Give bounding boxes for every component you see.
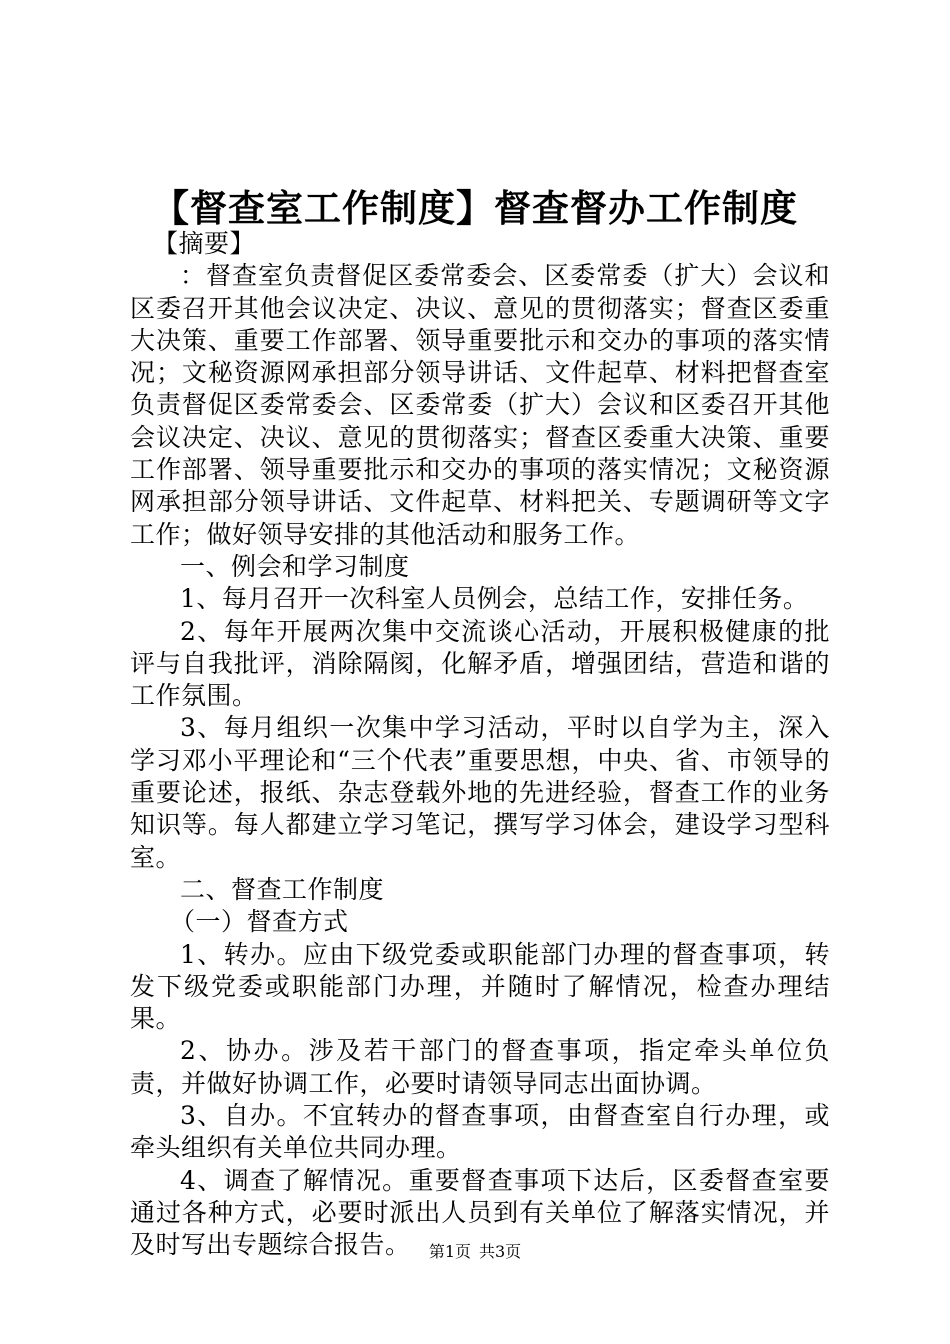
paragraph-method-3-self-handle: 3、自办。不宜转办的督查事项，由督查室自行办理，或牵头组织有关单位共同办理。: [130, 1101, 830, 1163]
page-footer: [0, 1240, 950, 1264]
paragraph-item-2-heart-talk: 2、每年开展两次集中交流谈心活动，开展积极健康的批评与自我批评，消除隔阂，化解矛盾，增强团结，营造和谐的工作氛围。: [130, 616, 830, 711]
subsection-heading-supervision-methods: （一）督查方式: [170, 907, 349, 937]
paragraph-method-4-investigate: 4、调查了解情况。重要督查事项下达后，区委督查室要通过各种方式，必要时派出人员到有关单位了解落实情况，并及时写出专题综合报告。: [130, 1165, 830, 1260]
section-heading-supervision-system: 二、督查工作制度: [180, 874, 385, 904]
abstract-label: 【摘要】: [153, 229, 256, 258]
paragraph-item-3-study-activity: 3、每月组织一次集中学习活动，平时以自学为主，深入学习邓小平理论和“三个代表”重要思想，中央、省、市领导的重要论述，报纸、杂志登载外地的先进经验，督查工作的业务知识等。每人都建立学习笔记，撰写学习体会，建设学习型科室。: [130, 713, 830, 872]
paragraph-item-1-monthly-meeting: 1、每月召开一次科室人员例会，总结工作，安排任务。: [180, 584, 809, 614]
page-total: 共3页: [479, 1242, 522, 1261]
document-title: 【督查室工作制度】督查督办工作制度: [152, 186, 798, 230]
section-heading-meeting-study: 一、例会和学习制度: [180, 551, 410, 581]
document-body: [130, 228, 830, 1262]
page-number: 第1页: [428, 1242, 471, 1261]
paragraph-method-1-transfer: 1、转办。应由下级党委或职能部门办理的督查事项，转发下级党委或职能部门办理，并随时了解情况，检查办理结果。: [130, 939, 830, 1034]
abstract-paragraph: ：督查室负责督促区委常委会、区委常委（扩大）会议和区委召开其他会议决定、决议、意见的贯彻落实；督查区委重大决策、重要工作部署、领导重要批示和交办的事项的落实情况；文秘资源网承担部分领导讲话、文件起草、材料把督查室负责督促区委常委会、区委常委（扩大）会议和区委召开其他会议决定、决议、意见的贯彻落实；督查区委重大决策、重要工作部署、领导重要批示和交办的事项的落实情况；文秘资源网承担部分领导讲话、文件起草、材料把关、专题调研等文字工作；做好领导安排的其他活动和服务工作。: [130, 261, 830, 549]
paragraph-method-2-assist: 2、协办。涉及若干部门的督查事项，指定牵头单位负责，并做好协调工作，必要时请领导同志出面协调。: [130, 1036, 830, 1098]
